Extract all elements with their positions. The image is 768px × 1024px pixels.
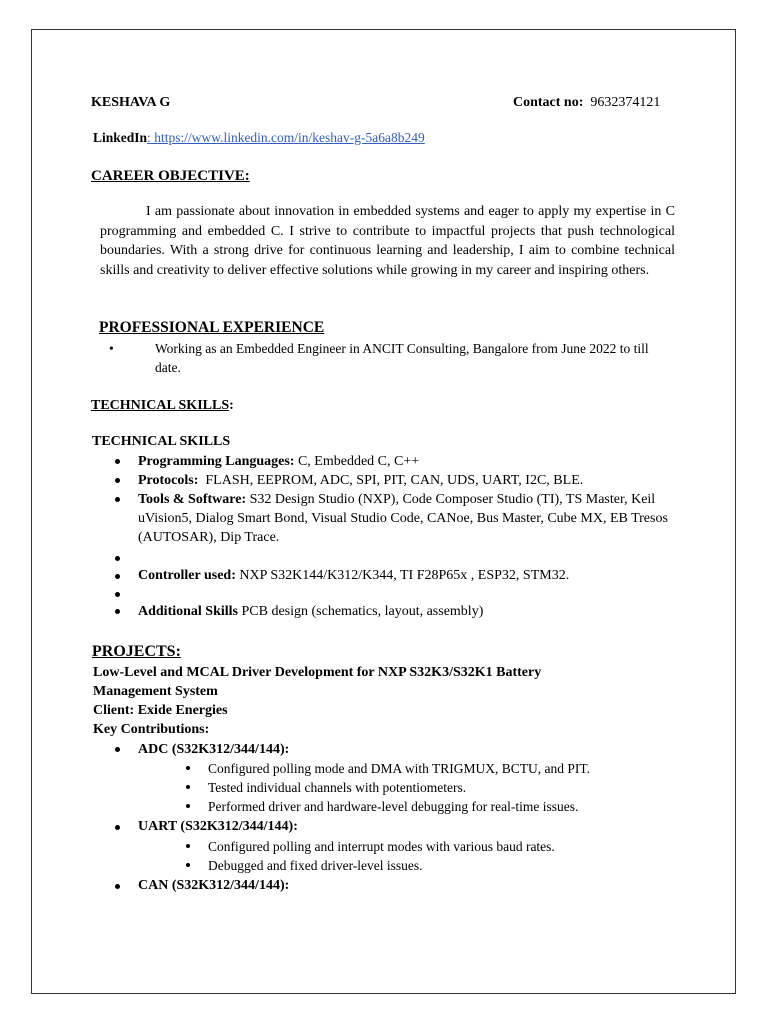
skill-bullet — [115, 478, 120, 483]
skill-label: Programming Languages: — [138, 454, 295, 469]
contact-info — [513, 93, 660, 112]
skill-bullet — [115, 574, 120, 579]
contribution-item: Tested individual channels with potentiometers. — [208, 780, 467, 795]
contact-number: 9632374121 — [590, 95, 661, 110]
contact-label: Contact no: — [513, 95, 584, 110]
project-client: Client: Exide Energies — [93, 703, 228, 718]
technical-skills-subheading: TECHNICAL SKILLS — [92, 434, 231, 449]
career-objective-text: I am passionate about innovation in embedded systems and eager to apply my expertise in C programming and embedded C. I strive to contribute to impactful projects that push technological boundaries. With a strong drive for continuous learning and leadership, I aim to combine technical skills and creativity to deliver effective solutions while growing in my career and inspiring others. — [100, 204, 675, 278]
skill-programming-languages — [138, 452, 419, 471]
sub-bullet — [186, 844, 190, 848]
sub-bullet — [186, 785, 190, 789]
skill-label: Protocols: — [138, 473, 199, 488]
experience-bullet: • — [109, 341, 114, 356]
contribution-item: Debugged and fixed driver-level issues. — [208, 858, 423, 873]
group-bullet — [115, 747, 120, 752]
skill-bullet-empty — [115, 592, 120, 597]
technical-skills-heading-text: TECHNICAL SKILLS — [91, 398, 230, 413]
contribution-group-uart: UART (S32K312/344/144): — [138, 819, 298, 834]
skill-value: NXP S32K144/K312/K344, TI F28P65x , ESP32, STM32. — [235, 568, 570, 583]
skill-value: S32 Design Studio (NXP), Code Composer Studio (TI), TS Master, Keil uVision5, Dialog Smart Bond, Visual Studio Code, CANoe, Bus Master, Cube MX, EB Tresos (AUTOSAR), Dip Trace. — [138, 492, 668, 545]
linkedin-label: LinkedIn — [93, 130, 148, 145]
skill-controller-used — [138, 566, 569, 585]
linkedin-url: https://www.linkedin.com/in/keshav-g-5a6a8b249 — [150, 130, 425, 145]
skill-value: PCB design (schematics, layout, assembly) — [238, 604, 484, 619]
skill-bullet — [115, 609, 120, 614]
career-objective-heading: CAREER OBJECTIVE: — [91, 168, 250, 184]
experience-heading: PROFESSIONAL EXPERIENCE — [99, 319, 325, 336]
project-title-line2: Management System — [93, 684, 218, 699]
contribution-group-can: CAN (S32K312/344/144): — [138, 878, 290, 893]
skill-protocols — [138, 471, 583, 490]
sub-bullet — [186, 863, 190, 867]
key-contributions-heading: Key Contributions: — [93, 722, 210, 737]
skill-bullet — [115, 497, 120, 502]
sub-bullet — [186, 766, 190, 770]
candidate-name: KESHAVA G — [91, 95, 171, 110]
skill-bullet-empty — [115, 556, 120, 561]
skill-value: FLASH, EEPROM, ADC, SPI, PIT, CAN, UDS, UART, I2C, BLE. — [198, 473, 584, 488]
group-bullet — [115, 825, 120, 830]
linkedin-row — [93, 128, 425, 147]
projects-heading: PROJECTS: — [92, 643, 181, 660]
technical-skills-heading — [91, 396, 234, 415]
contribution-item: Configured polling and interrupt modes with various baud rates. — [208, 839, 555, 854]
skill-label: Additional Skills — [138, 604, 238, 619]
skill-value: C, Embedded C, C++ — [294, 454, 420, 469]
technical-skills-heading-colon: : — [229, 398, 234, 413]
contribution-item: Configured polling mode and DMA with TRIGMUX, BCTU, and PIT. — [208, 761, 590, 776]
contribution-item: Performed driver and hardware-level debugging for real-time issues. — [208, 799, 579, 814]
skill-label: Controller used: — [138, 568, 236, 583]
group-bullet — [115, 884, 120, 889]
contribution-group-adc: ADC (S32K312/344/144): — [138, 742, 290, 757]
skill-tools-software — [138, 490, 673, 547]
experience-item: Working as an Embedded Engineer in ANCIT Consulting, Bangalore from June 2022 to till date. — [155, 341, 649, 375]
skill-label: Tools & Software: — [138, 492, 247, 507]
linkedin-link[interactable] — [147, 130, 425, 145]
linkedin-colon: : — [147, 130, 151, 145]
sub-bullet — [186, 804, 190, 808]
skill-bullet — [115, 459, 120, 464]
skill-additional-skills — [138, 602, 483, 621]
project-title-line1: Low-Level and MCAL Driver Development for NXP S32K3/S32K1 Battery — [93, 665, 542, 680]
